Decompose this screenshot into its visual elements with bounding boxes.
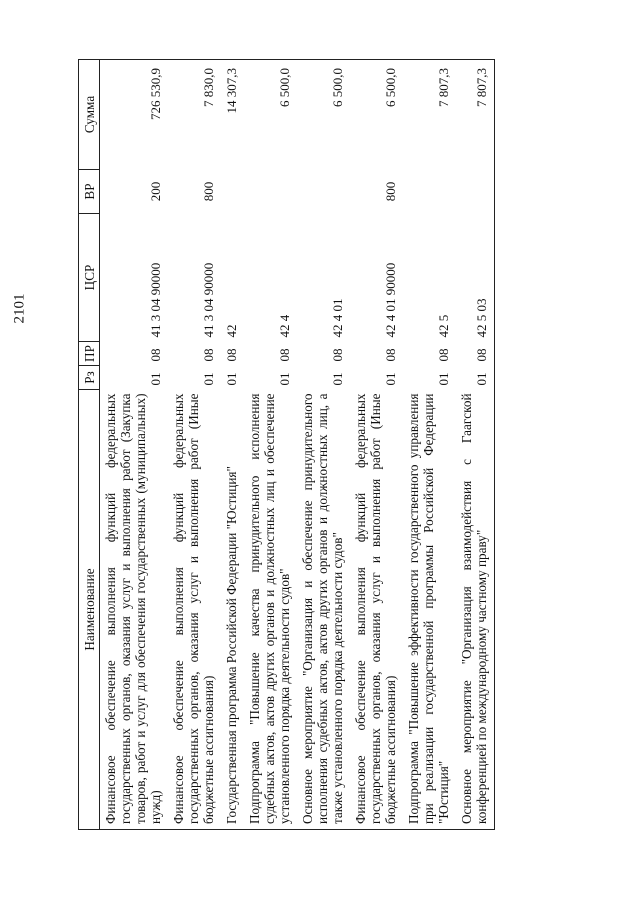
row-csr: 42 5 03 [456,214,495,342]
table-row [403,60,456,830]
row-name: Подпрограмма "Повышение эффективности государственного управления при реализации государственной программы Российской Федерации "Юстиция" [403,390,456,830]
header-name: Наименование [79,390,100,830]
header-sum: Сумма [79,60,100,170]
row-pr: 08 [277,348,292,362]
row-vr: 200 [148,181,163,202]
row-sum: 6 500,0 [244,60,297,170]
budget-table-page [78,60,598,830]
table-row [297,60,350,830]
row-sum: 6 500,0 [350,60,403,170]
row-rz: 01 [330,372,345,386]
row-rz: 01 [201,372,216,386]
row-csr: 42 [224,324,239,338]
row-vr: 800 [201,181,216,202]
row-rz: 01 [277,372,292,386]
table-row [100,60,169,830]
table-row [244,60,297,830]
row-pr: 08 [201,348,216,362]
table-row [221,60,244,830]
row-sum: 7 830,0 [168,60,221,170]
row-vr [403,170,456,214]
row-pr: 08 [383,348,398,362]
row-vr [221,170,244,214]
row-name: Финансовое обеспечение выполнения функций федеральных государственных органов, оказания услуг и выполнения работ (Иные бюджетные ассигнования) [168,390,221,830]
row-sum: 726 530,9 [100,60,169,170]
table-row [168,60,221,830]
row-csr: 41 3 04 90000 [148,262,163,338]
header-vr: ВР [79,170,100,214]
row-csr: 42 5 [436,314,451,338]
row-vr: 800 [383,181,398,202]
row-name: Финансовое обеспечение выполнения функций федеральных государственных органов, оказания услуг и выполнения работ (Иные бюджетные ассигнования) [350,390,403,830]
table-row [350,60,403,830]
row-csr: 41 3 04 90000 [201,262,216,338]
row-pr: 08 [436,348,451,362]
row-vr [456,170,495,214]
row-vr [244,170,297,214]
row-name: Государственная программа Российской Федерации "Юстиция" [221,390,244,830]
header-rz: Рз [79,366,100,390]
row-name: Подпрограмма "Повышение качества принудительного исполнения судебных актов, актов других органов и должностных лиц и обеспечение установленного порядка деятельности судов" [244,390,297,830]
row-pr: 08 [330,348,345,362]
row-csr: 42 4 01 [330,298,345,338]
row-sum: 14 307,3 [221,60,244,170]
row-pr: 08 [148,348,163,362]
row-rz: 01 [383,372,398,386]
row-name: Основное мероприятие "Организация и обеспечение принудительного исполнения судебных актов, актов других органов и должностных лиц, а также установленного порядка деятельности судов" [297,390,350,830]
row-sum: 7 807,3 [403,60,456,170]
row-rz: 01 [456,366,495,390]
budget-table [78,59,495,830]
row-pr: 08 [456,342,495,366]
row-rz: 01 [224,372,239,386]
row-csr: 42 4 [277,314,292,338]
row-name: Основное мероприятие "Организация взаимодействия с Гаагской конференцией по международному частному праву" [456,390,495,830]
header-pr: ПР [79,342,100,366]
table-header-row [79,60,100,830]
row-rz: 01 [148,372,163,386]
row-name: Финансовое обеспечение выполнения функций федеральных государственных органов, оказания услуг и выполнения работ (Закупка товаров, работ и услуг для обеспечения государственных (муниципальных) нужд) [100,390,169,830]
page-number: 2101 [11,293,28,324]
header-csr: ЦСР [79,214,100,342]
row-csr: 42 4 01 90000 [383,262,398,338]
row-pr: 08 [224,348,239,362]
row-vr [297,170,350,214]
row-sum: 6 500,0 [297,60,350,170]
row-rz: 01 [436,372,451,386]
table-row [456,60,495,830]
row-sum: 7 807,3 [456,60,495,170]
